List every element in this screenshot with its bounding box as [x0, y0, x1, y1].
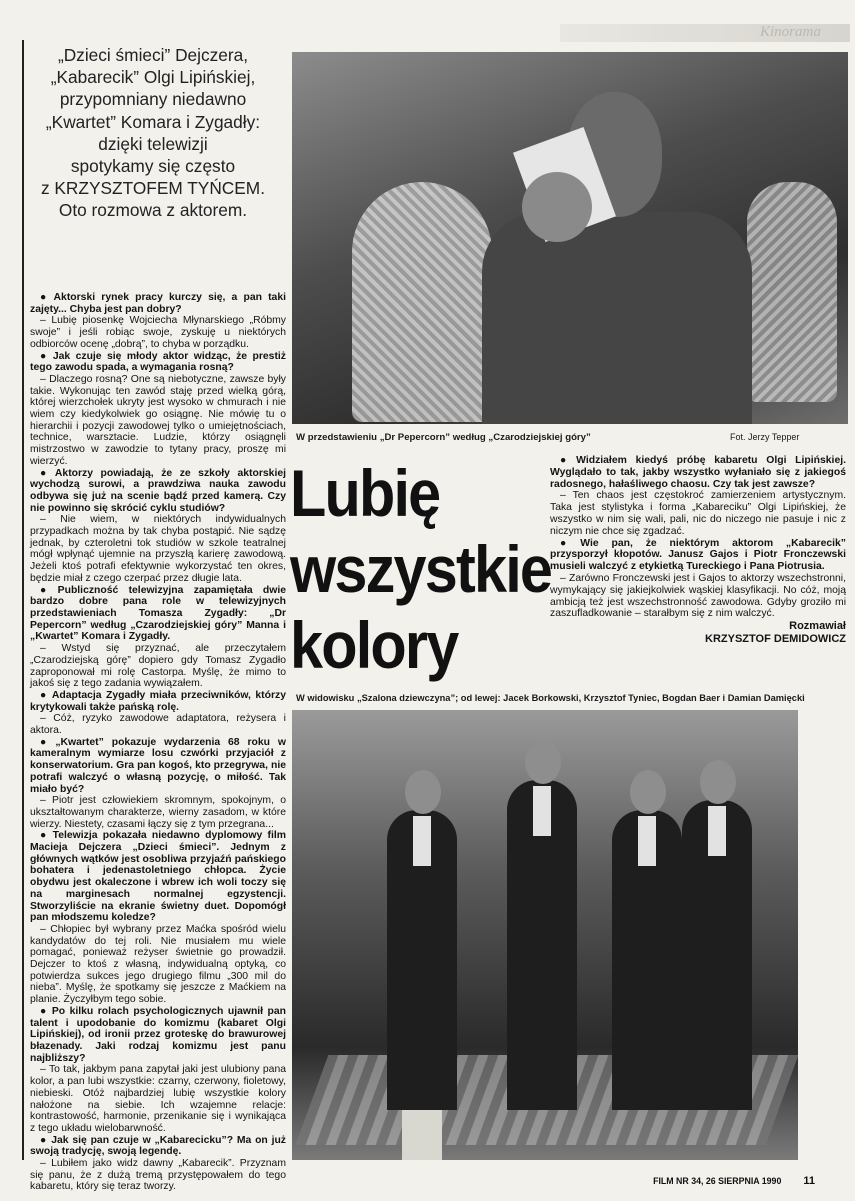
masthead-fragment: Kinorama — [760, 24, 821, 40]
interview-question: ● Po kilku rolach psychologicznych ujawnił pan talent i upodobanie do komizmu (kabaret Olgi Lipińskiej), od ironii przez groteskę do brawurowej błazenady. Jaki rodzaj komizmu jest panu najbliższy? — [30, 1006, 286, 1065]
interview-column-right — [550, 455, 846, 646]
headline-line: wszystkie — [290, 532, 552, 606]
headline-line: Lubię — [290, 456, 440, 530]
dancer-1 — [387, 810, 457, 1110]
intro-lead — [28, 44, 278, 222]
dancer-3 — [612, 810, 682, 1110]
interview-question: ● Aktorski rynek pracy kurczy się, a pan taki zajęty... Chyba jest pan dobry? — [30, 292, 286, 315]
intro-line: dzięki telewizji — [98, 133, 208, 154]
interview-answer: – Cóż, ryzyko zawodowe adaptatora, reżysera i aktora. — [30, 713, 286, 737]
intro-line: Oto rozmowa z aktorem. — [58, 200, 248, 221]
interview-question: ● Telewizja pokazała niedawno dyplomowy film Macieja Dejczera „Dzieci śmieci”. Jednym z głównych wątków jest osobliwa przyjaźń pańskiego bohatera i jedenastoletniego chłopca. Życie obydwu jest okaleczone i wbrew ich woli toczy się na marginesach normalnej egzystencji. Stworzyliście na ekranie świetny duet. Dopomógł pan młodszemu koledze? — [30, 830, 286, 924]
intro-line: z KRZYSZTOFEM TYŃCEM. — [40, 178, 266, 199]
dancer-4 — [682, 800, 752, 1110]
interview-answer: – Dlaczego rosną? One są niebotyczne, zawsze były takie. Wykonując ten zawód staję przed wielką górą, której wierzchołek ukryty jest wysoko w chmurach i nie wiem czy kiedykolwiek go osiągnę. Nie mówię tu o hierarchii i pozycji zawodowej tylko o umiejętnościach, technice, warsztacie. Ludzie, którzy osiągnęli mistrzostwo w zawodzie to tytany pracy, proszę mi wierzyć. — [30, 373, 286, 467]
interview-question: ● Aktorzy powiadają, że ze szkoły aktorskiej wychodzą surowi, a prawdziwa nauka zawodu odbywa się już na scenie bądź przed kamerą. Czy nie powinno się skrócić cyklu studiów? — [30, 468, 286, 515]
interview-column-left — [30, 292, 286, 1193]
article-headline — [290, 455, 552, 683]
interview-question: ● „Kwartet” pokazuje wydarzenia 68 roku w kameralnym wymiarze losu czwórki przyjaciół z konserwatorium. Gra pan kogoś, kto przegrywa, nie potrafi walczyć o własną pozycję, o miłość. Tak miało być? — [30, 737, 286, 796]
intro-line: „Dzieci śmieci” Dejczera, — [57, 45, 249, 65]
interview-question: ● Widziałem kiedyś próbę kabaretu Olgi Lipińskiej. Wyglądało to tak, jakby wszystko wyłaniało się z jakiegoś radosnego, hałaśliwego chaosu. Czy tak jest zawsze? — [550, 455, 846, 490]
photo-szalona-dziewczyna — [292, 710, 798, 1160]
photo1-credit: Fot. Jerzy Tepper — [730, 432, 800, 442]
masthead-strip — [560, 24, 850, 42]
interview-question: ● Publiczność telewizyjna zapamiętała dwie bardzo dobre pana role w telewizyjnych przedstawieniach Tomasza Zygadły: „Dr Pepercorn” według „Czarodziejskiej góry” Manna i „Kwartet” Komara i Zygadły. — [30, 585, 286, 644]
interview-question: ● Jak się pan czuje w „Kabarecicku”? Ma on już swoją tradycję, swoją legendę. — [30, 1135, 286, 1158]
interview-question: ● Adaptacja Zygadły miała przeciwników, którzy krytykowali także pańską rolę. — [30, 690, 286, 713]
intro-line: „Kwartet” Komara i Zygadły: — [45, 111, 261, 132]
interview-answer: – Piotr jest człowiekiem skromnym, spokojnym, o ukształtowanym charakterze, wierny zasadom, w które wierzy. Niestety, czasami łączy się z tym przegrana... — [30, 795, 286, 830]
interview-answer: – Nie wiem, w niektórych indywidualnych przypadkach można by tak chyba postąpić. Nie sądzę jednak, by czteroletni tok studiów w szkole teatralnej mógł wpłynąć ujemnie na przyszłą karierę zawodową. Jeżeli ktoś potrafi efektywnie wykorzystać ten okres, będzie miał z czego czerpać przez długie lata. — [30, 514, 286, 584]
column-rule — [22, 40, 24, 1160]
interview-answer: – Wstyd się przyznać, ale przeczytałem „Czarodziejską górę” dopiero gdy Tomasz Zygadło zaproponował mi rolę Castorpa. Myślę, że mimo to jakoś się z tego zadania wywiązałem. — [30, 643, 286, 690]
intro-line: „Kabarecik” Olgi Lipińskiej, — [50, 67, 256, 88]
dancer-2 — [507, 780, 577, 1110]
photo2-caption: W widowisku „Szalona dziewczyna”; od lewej: Jacek Borkowski, Krzysztof Tyniec, Bogdan Baer i Damian Damięcki — [296, 693, 805, 703]
photo1-caption: W przedstawieniu „Dr Pepercorn” według „Czarodziejskiej góry” — [296, 432, 591, 443]
page-number: 11 — [803, 1175, 815, 1187]
interview-answer: – To tak, jakbym pana zapytał jaki jest ulubiony pana kolor, a pan lubi wszystkie: czarny, czerwony, fioletowy, niebieski. Otóż najbardziej lubię wszystkie kolory nałożone na siebie. Ich wzajemne relacje: kontrastowość, harmonie, przenikanie się i wynikająca z tego układu wielobarwność. — [30, 1064, 286, 1134]
interview-answer: – Lubiłem jako widz dawny „Kabarecik”. Przyznam się panu, że z dużą tremą przystępowałem do tego kabaretu, który się teraz tworzy. — [30, 1158, 286, 1193]
signature-label: Rozmawiał — [789, 620, 846, 633]
page-footer — [653, 1175, 815, 1187]
interview-answer: – Lubię piosenkę Wojciecha Młynarskiego „Róbmy swoje” i jeśli robiąc swoje, zyskuję u niektórych odbiorców ocenę „dobrą”, to chyba w porządku. — [30, 315, 286, 350]
intro-line: przypomniany niedawno — [59, 89, 247, 110]
interview-answer: – Chłopiec był wybrany przez Maćka spośród wielu kandydatów do tej roli. Nie musiałem mu wiele pomagać, ponieważ reżyser świetnie go prowadził. Dejczer to ktoś z własną, indywidualną optyką, co potwierdza sukces jego drugiego filmu „300 mil do nieba”. Myślę, że spotkamy się jeszcze z Maćkiem na planie. Życzyłbym tego sobie. — [30, 923, 286, 1006]
interview-question: ● Wie pan, że niektórym aktorom „Kabarecik” przysporzył kłopotów. Janusz Gajos i Piotr Fronczewski musieli walczyć z etykietką Tureckiego i Pana Piotrusia. — [550, 538, 846, 573]
interview-answer: – Ten chaos jest częstokroć zamierzeniem artystycznym. Taka jest stylistyka i forma „Kabareciku” Olgi Lipińskiej, że wszystko w nim się wali, pali, nic do niczego nie pasuje i nic z niczym nie chce się zgadzać. — [550, 490, 846, 537]
actor-figure — [442, 92, 772, 424]
intro-line: spotykamy się często — [70, 156, 236, 177]
signature-author: KRZYSZTOF DEMIDOWICZ — [705, 633, 846, 646]
interview-answer: – Zarówno Fronczewski jest i Gajos to aktorzy wszechstronni, wymykający się jakiejkolwiek wąskiej klasyfikacji. No cóż, moją ambicją też jest wszechstronność zawodowa. Gdyby groziło mi zaszufladkowanie – starałbym się z nim walczyć. — [550, 572, 846, 620]
headline-line: kolory — [290, 608, 458, 682]
interview-question: ● Jak czuje się młody aktor widząc, że prestiż tego zawodu spada, a wymagania rosną? — [30, 351, 286, 374]
issue-line: FILM NR 34, 26 SIERPNIA 1990 — [653, 1176, 782, 1186]
photo-dr-pepercorn — [292, 52, 848, 424]
